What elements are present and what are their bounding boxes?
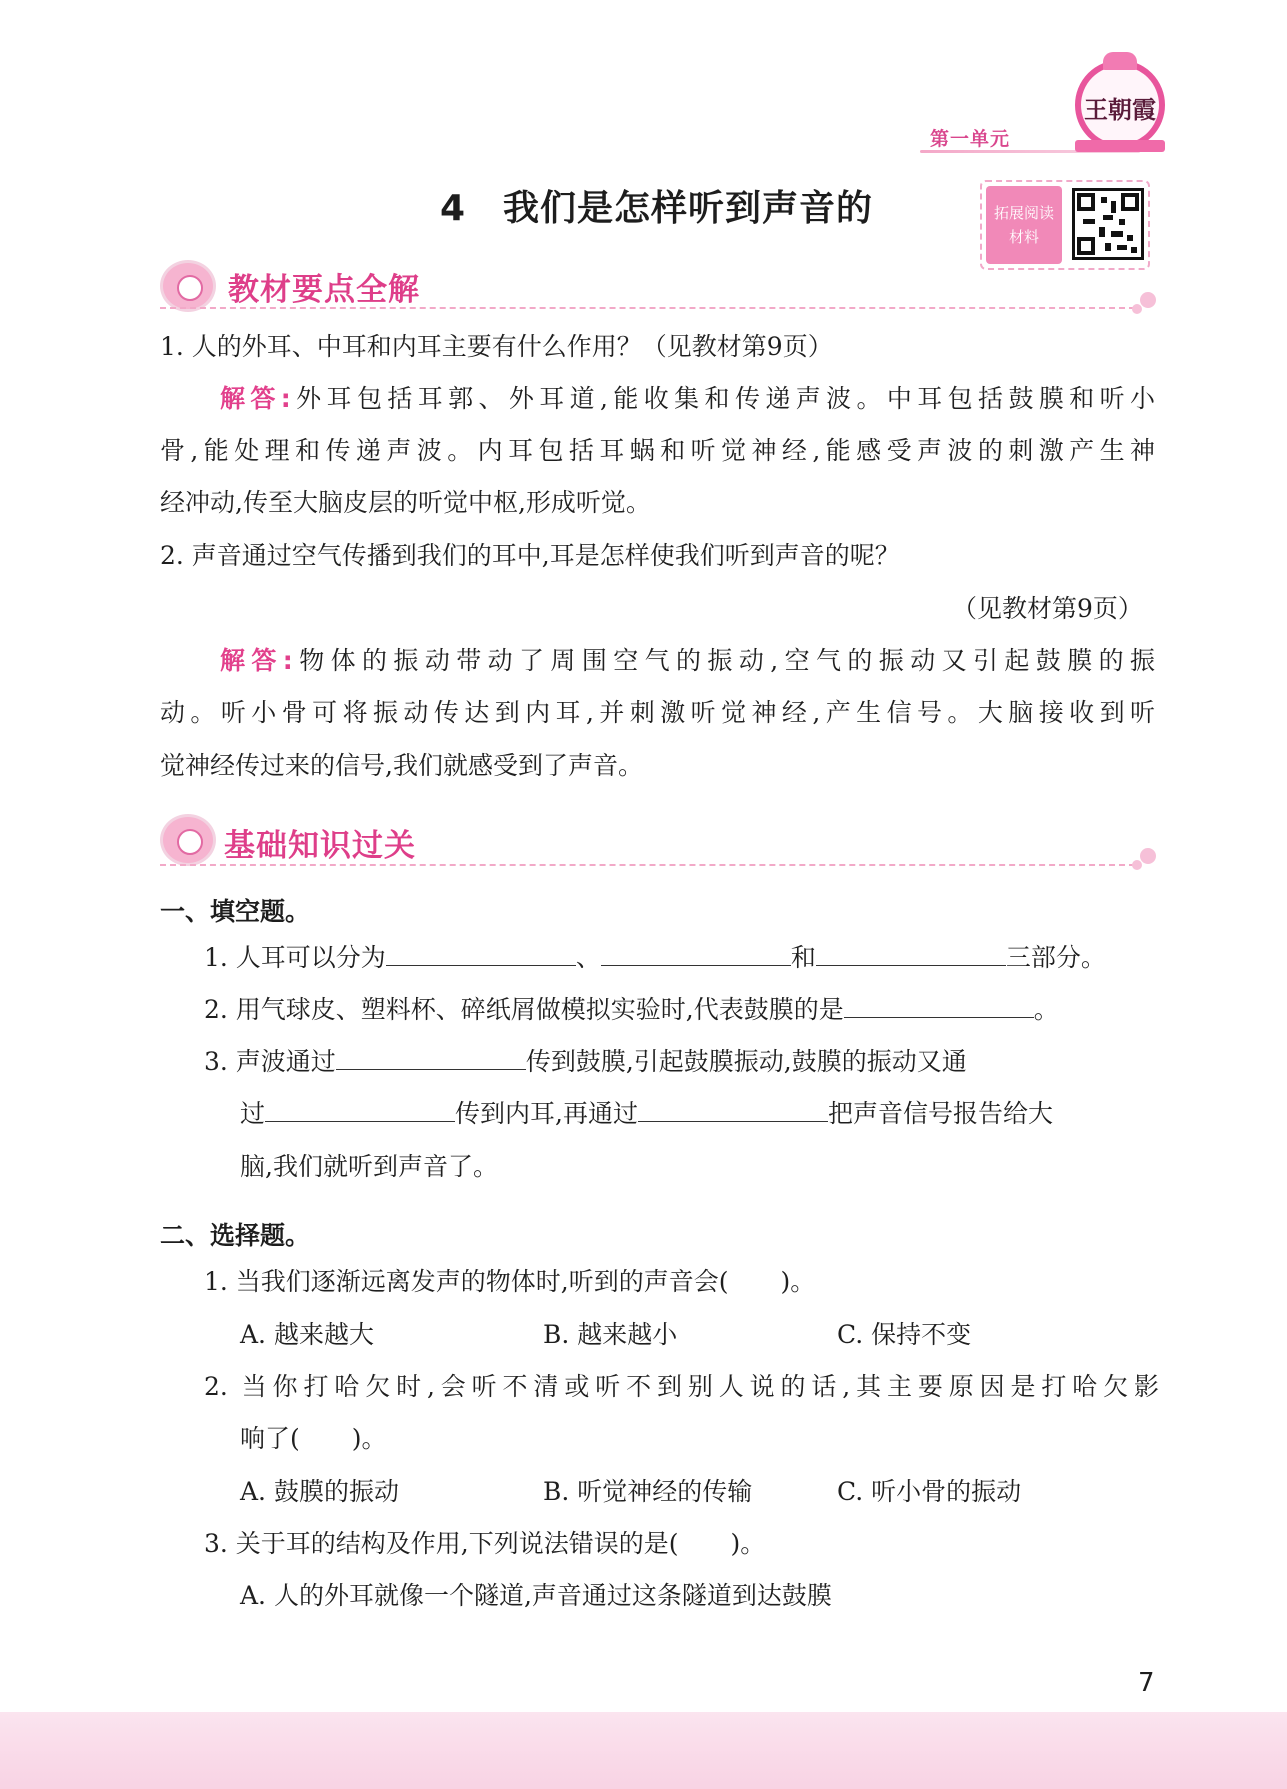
- answer-2-line3: 觉神经传过来的信号,我们就感受到了声音。: [160, 751, 643, 780]
- choice-2-option-a[interactable]: A. 鼓膜的振动: [240, 1477, 399, 1506]
- answer-2-line1: 解答:物体的振动带动了周围空气的振动,空气的振动又引起鼓膜的振: [220, 646, 1156, 675]
- page-number: 7: [1138, 1668, 1155, 1698]
- answer-1-line3: 经冲动,传至大脑皮层的听觉中枢,形成听觉。: [160, 488, 651, 517]
- fill-blank-heading: 一、填空题。: [160, 897, 311, 926]
- fill-question-3-line2: 过 传到内耳,再通过 把声音信号报告给大: [240, 1099, 1053, 1128]
- logo-text: 王朝霞: [1084, 95, 1156, 124]
- section-title-textbook: 教材要点全解: [228, 272, 420, 308]
- crown-icon: [1103, 52, 1137, 70]
- qr-code-icon[interactable]: [1072, 188, 1144, 260]
- decor-dot: [1132, 304, 1142, 314]
- question-2-reference: （见教材第9页）: [952, 594, 1143, 623]
- answer-blank[interactable]: [816, 943, 1006, 966]
- fill-question-1: 1. 人耳可以分为 、 和 三部分。: [204, 943, 1106, 972]
- logo-ribbon: [1075, 140, 1165, 152]
- ext-label-line1: 拓展阅读: [993, 204, 1054, 222]
- answer-blank[interactable]: [601, 943, 791, 966]
- section-divider: [160, 307, 1135, 309]
- answer-2-line2: 动。听小骨可将振动传达到内耳,并刺激听觉神经,产生信号。大脑接收到听: [160, 698, 1155, 727]
- choice-question-2-line2: 响了( )。: [240, 1424, 387, 1453]
- answer-label: 解答:: [220, 384, 291, 413]
- choice-2-option-b[interactable]: B. 听觉神经的传输: [543, 1477, 753, 1506]
- exercise-mascot-icon: [160, 814, 216, 866]
- choice-3-option-a[interactable]: A. 人的外耳就像一个隧道,声音通过这条隧道到达鼓膜: [240, 1581, 832, 1610]
- choice-question-2-line1: 2. 当你打哈欠时,会听不清或听不到别人说的话,其主要原因是打哈欠影: [204, 1372, 1159, 1401]
- answer-label: 解答:: [220, 646, 293, 675]
- page-title: 4 我们是怎样听到声音的: [440, 188, 874, 229]
- fill-question-2: 2. 用气球皮、塑料杯、碎纸屑做模拟实验时,代表鼓膜的是 。: [204, 995, 1059, 1024]
- choice-2-option-c[interactable]: C. 听小骨的振动: [837, 1477, 1022, 1506]
- choice-1-option-b[interactable]: B. 越来越小: [543, 1320, 678, 1349]
- ext-label-line2: 材料: [1008, 228, 1039, 246]
- question-1: 1. 人的外耳、中耳和内耳主要有什么作用？（见教材第9页）: [160, 332, 833, 361]
- choice-1-option-c[interactable]: C. 保持不变: [837, 1320, 972, 1349]
- answer-blank[interactable]: [336, 1047, 526, 1070]
- choice-question-3: 3. 关于耳的结构及作用,下列说法错误的是( )。: [204, 1529, 766, 1558]
- textbook-mascot-icon: [160, 260, 216, 312]
- answer-blank[interactable]: [386, 943, 576, 966]
- answer-blank[interactable]: [265, 1099, 455, 1122]
- choice-1-option-a[interactable]: A. 越来越大: [240, 1320, 374, 1349]
- extended-reading-label[interactable]: [986, 186, 1062, 264]
- fill-question-3-line3: 脑,我们就听到声音了。: [240, 1152, 498, 1181]
- answer-1-line1: 解答:外耳包括耳郭、外耳道,能收集和传递声波。中耳包括鼓膜和听小: [220, 384, 1156, 413]
- unit-label: 第一单元: [930, 128, 1011, 150]
- decor-dot: [1132, 860, 1142, 870]
- answer-blank[interactable]: [844, 995, 1034, 1018]
- choice-heading: 二、选择题。: [160, 1221, 311, 1250]
- question-2: 2. 声音通过空气传播到我们的耳中,耳是怎样使我们听到声音的呢？: [160, 541, 900, 570]
- decor-dot: [1140, 848, 1156, 864]
- choice-question-1: 1. 当我们逐渐远离发声的物体时,听到的声音会( )。: [204, 1267, 816, 1296]
- section-title-exercises: 基础知识过关: [224, 828, 416, 864]
- section-divider: [160, 864, 1135, 866]
- fill-question-3-line1: 3. 声波通过 传到鼓膜,引起鼓膜振动,鼓膜的振动又通: [204, 1047, 967, 1076]
- publisher-logo: [1075, 60, 1165, 150]
- answer-1-line2: 骨,能处理和传递声波。内耳包括耳蜗和听觉神经,能感受声波的刺激产生神: [160, 436, 1155, 465]
- footer-band: [0, 1712, 1287, 1789]
- decor-dot: [1140, 292, 1156, 308]
- answer-blank[interactable]: [638, 1099, 828, 1122]
